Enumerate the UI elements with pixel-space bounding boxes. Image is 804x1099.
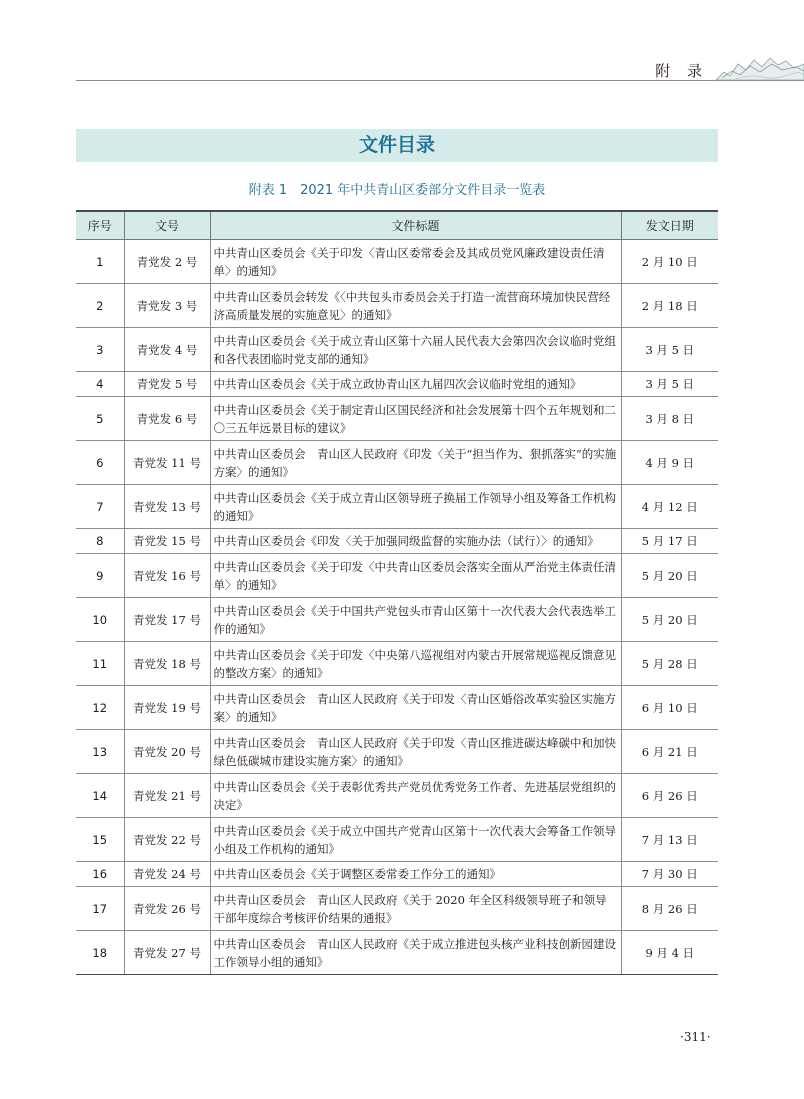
column-header-doc-number: 文号	[124, 211, 210, 240]
row-title: 中共青山区委员会《关于印发〈中央第八巡视组对内蒙古开展常规巡视反馈意见的整改方案〉的通知》	[210, 642, 621, 686]
row-title: 中共青山区委员会《关于成立青山区领导班子换届工作领导小组及筹备工作机构的通知》	[210, 485, 621, 529]
row-number: 10	[76, 598, 124, 642]
row-number: 11	[76, 642, 124, 686]
row-date: 7 月 30 日	[621, 862, 718, 887]
row-date: 7 月 13 日	[621, 818, 718, 862]
row-title: 中共青山区委员会《关于表彰优秀共产党员优秀党务工作者、先进基层党组织的决定》	[210, 774, 621, 818]
document-list-table	[76, 210, 718, 975]
row-doc-number: 青党发 20 号	[124, 730, 210, 774]
row-doc-number: 青党发 16 号	[124, 554, 210, 598]
table-row	[76, 642, 718, 686]
row-date: 5 月 20 日	[621, 554, 718, 598]
row-title: 中共青山区委员会转发《〈中共包头市委员会关于打造一流营商环境加快民营经济高质量发展的实施意见〉的通知》	[210, 284, 621, 328]
table-row	[76, 730, 718, 774]
table-row	[76, 931, 718, 975]
table-row	[76, 774, 718, 818]
row-doc-number: 青党发 21 号	[124, 774, 210, 818]
row-title: 中共青山区委员会 青山区人民政府《关于印发〈青山区婚俗改革实验区实施方案〉的通知》	[210, 686, 621, 730]
table-row	[76, 818, 718, 862]
row-doc-number: 青党发 2 号	[124, 240, 210, 284]
row-number: 5	[76, 397, 124, 441]
row-date: 3 月 5 日	[621, 328, 718, 372]
table-header-row	[76, 211, 718, 240]
row-doc-number: 青党发 5 号	[124, 372, 210, 397]
column-header-number: 序号	[76, 211, 124, 240]
row-doc-number: 青党发 15 号	[124, 529, 210, 554]
row-doc-number: 青党发 26 号	[124, 887, 210, 931]
row-date: 6 月 21 日	[621, 730, 718, 774]
row-number: 8	[76, 529, 124, 554]
table-row	[76, 887, 718, 931]
row-date: 9 月 4 日	[621, 931, 718, 975]
row-doc-number: 青党发 18 号	[124, 642, 210, 686]
row-date: 3 月 8 日	[621, 397, 718, 441]
row-doc-number: 青党发 4 号	[124, 328, 210, 372]
row-date: 4 月 9 日	[621, 441, 718, 485]
row-number: 7	[76, 485, 124, 529]
row-number: 17	[76, 887, 124, 931]
row-number: 15	[76, 818, 124, 862]
row-number: 6	[76, 441, 124, 485]
row-date: 2 月 10 日	[621, 240, 718, 284]
row-doc-number: 青党发 17 号	[124, 598, 210, 642]
row-number: 18	[76, 931, 124, 975]
row-date: 5 月 20 日	[621, 598, 718, 642]
row-doc-number: 青党发 13 号	[124, 485, 210, 529]
table-row	[76, 328, 718, 372]
row-doc-number: 青党发 27 号	[124, 931, 210, 975]
row-date: 4 月 12 日	[621, 485, 718, 529]
row-date: 5 月 17 日	[621, 529, 718, 554]
row-doc-number: 青党发 22 号	[124, 818, 210, 862]
row-number: 2	[76, 284, 124, 328]
page-number: ·311·	[680, 1030, 711, 1044]
row-title: 中共青山区委员会《关于成立中国共产党青山区第十一次代表大会筹备工作领导小组及工作机构的通知》	[210, 818, 621, 862]
row-number: 9	[76, 554, 124, 598]
table-row	[76, 554, 718, 598]
row-title: 中共青山区委员会《关于印发〈中共青山区委员会落实全面从严治党主体责任清单〉的通知》	[210, 554, 621, 598]
row-title: 中共青山区委员会《关于成立青山区第十六届人民代表大会第四次会议临时党组和各代表团临时党支部的通知》	[210, 328, 621, 372]
table-row	[76, 372, 718, 397]
table-row	[76, 397, 718, 441]
table-row	[76, 529, 718, 554]
row-date: 6 月 10 日	[621, 686, 718, 730]
row-doc-number: 青党发 19 号	[124, 686, 210, 730]
table-row	[76, 485, 718, 529]
section-title-band	[76, 129, 718, 162]
row-date: 3 月 5 日	[621, 372, 718, 397]
landscape-decoration-icon	[716, 52, 804, 82]
row-title: 中共青山区委员会 青山区人民政府《印发〈关于“担当作为、狠抓落实”的实施方案〉的通知》	[210, 441, 621, 485]
row-doc-number: 青党发 6 号	[124, 397, 210, 441]
section-title: 文件目录	[358, 134, 435, 156]
row-title: 中共青山区委员会 青山区人民政府《关于 2020 年全区科级领导班子和领导干部年度综合考核评价结果的通报》	[210, 887, 621, 931]
row-title: 中共青山区委员会 青山区人民政府《关于印发〈青山区推进碳达峰碳中和加快绿色低碳城市建设实施方案〉的通知》	[210, 730, 621, 774]
table-row	[76, 240, 718, 284]
row-date: 5 月 28 日	[621, 642, 718, 686]
row-doc-number: 青党发 24 号	[124, 862, 210, 887]
running-header-title: 附 录	[655, 62, 708, 80]
row-number: 3	[76, 328, 124, 372]
table-row	[76, 598, 718, 642]
row-title: 中共青山区委员会《关于制定青山区国民经济和社会发展第十四个五年规划和二〇三五年远景目标的建议》	[210, 397, 621, 441]
row-date: 2 月 18 日	[621, 284, 718, 328]
table-row	[76, 441, 718, 485]
table-row	[76, 284, 718, 328]
row-number: 13	[76, 730, 124, 774]
row-number: 1	[76, 240, 124, 284]
row-doc-number: 青党发 11 号	[124, 441, 210, 485]
row-number: 12	[76, 686, 124, 730]
table-row	[76, 686, 718, 730]
row-title: 中共青山区委员会《关于印发〈青山区委常委会及其成员党风廉政建设责任清单〉的通知》	[210, 240, 621, 284]
row-number: 16	[76, 862, 124, 887]
row-date: 6 月 26 日	[621, 774, 718, 818]
row-date: 8 月 26 日	[621, 887, 718, 931]
row-title: 中共青山区委员会《关于调整区委常委工作分工的通知》	[210, 862, 621, 887]
row-number: 14	[76, 774, 124, 818]
row-title: 中共青山区委员会《印发〈关于加强同级监督的实施办法（试行）〉的通知》	[210, 529, 621, 554]
row-title: 中共青山区委员会 青山区人民政府《关于成立推进包头核产业科技创新园建设工作领导小组的通知》	[210, 931, 621, 975]
column-header-title: 文件标题	[210, 211, 621, 240]
column-header-date: 发文日期	[621, 211, 718, 240]
table-row	[76, 862, 718, 887]
row-title: 中共青山区委员会《关于成立政协青山区九届四次会议临时党组的通知》	[210, 372, 621, 397]
table-caption: 附表 1 2021 年中共青山区委部分文件目录一览表	[248, 183, 546, 198]
row-title: 中共青山区委员会《关于中国共产党包头市青山区第十一次代表大会代表选举工作的通知》	[210, 598, 621, 642]
row-doc-number: 青党发 3 号	[124, 284, 210, 328]
row-number: 4	[76, 372, 124, 397]
